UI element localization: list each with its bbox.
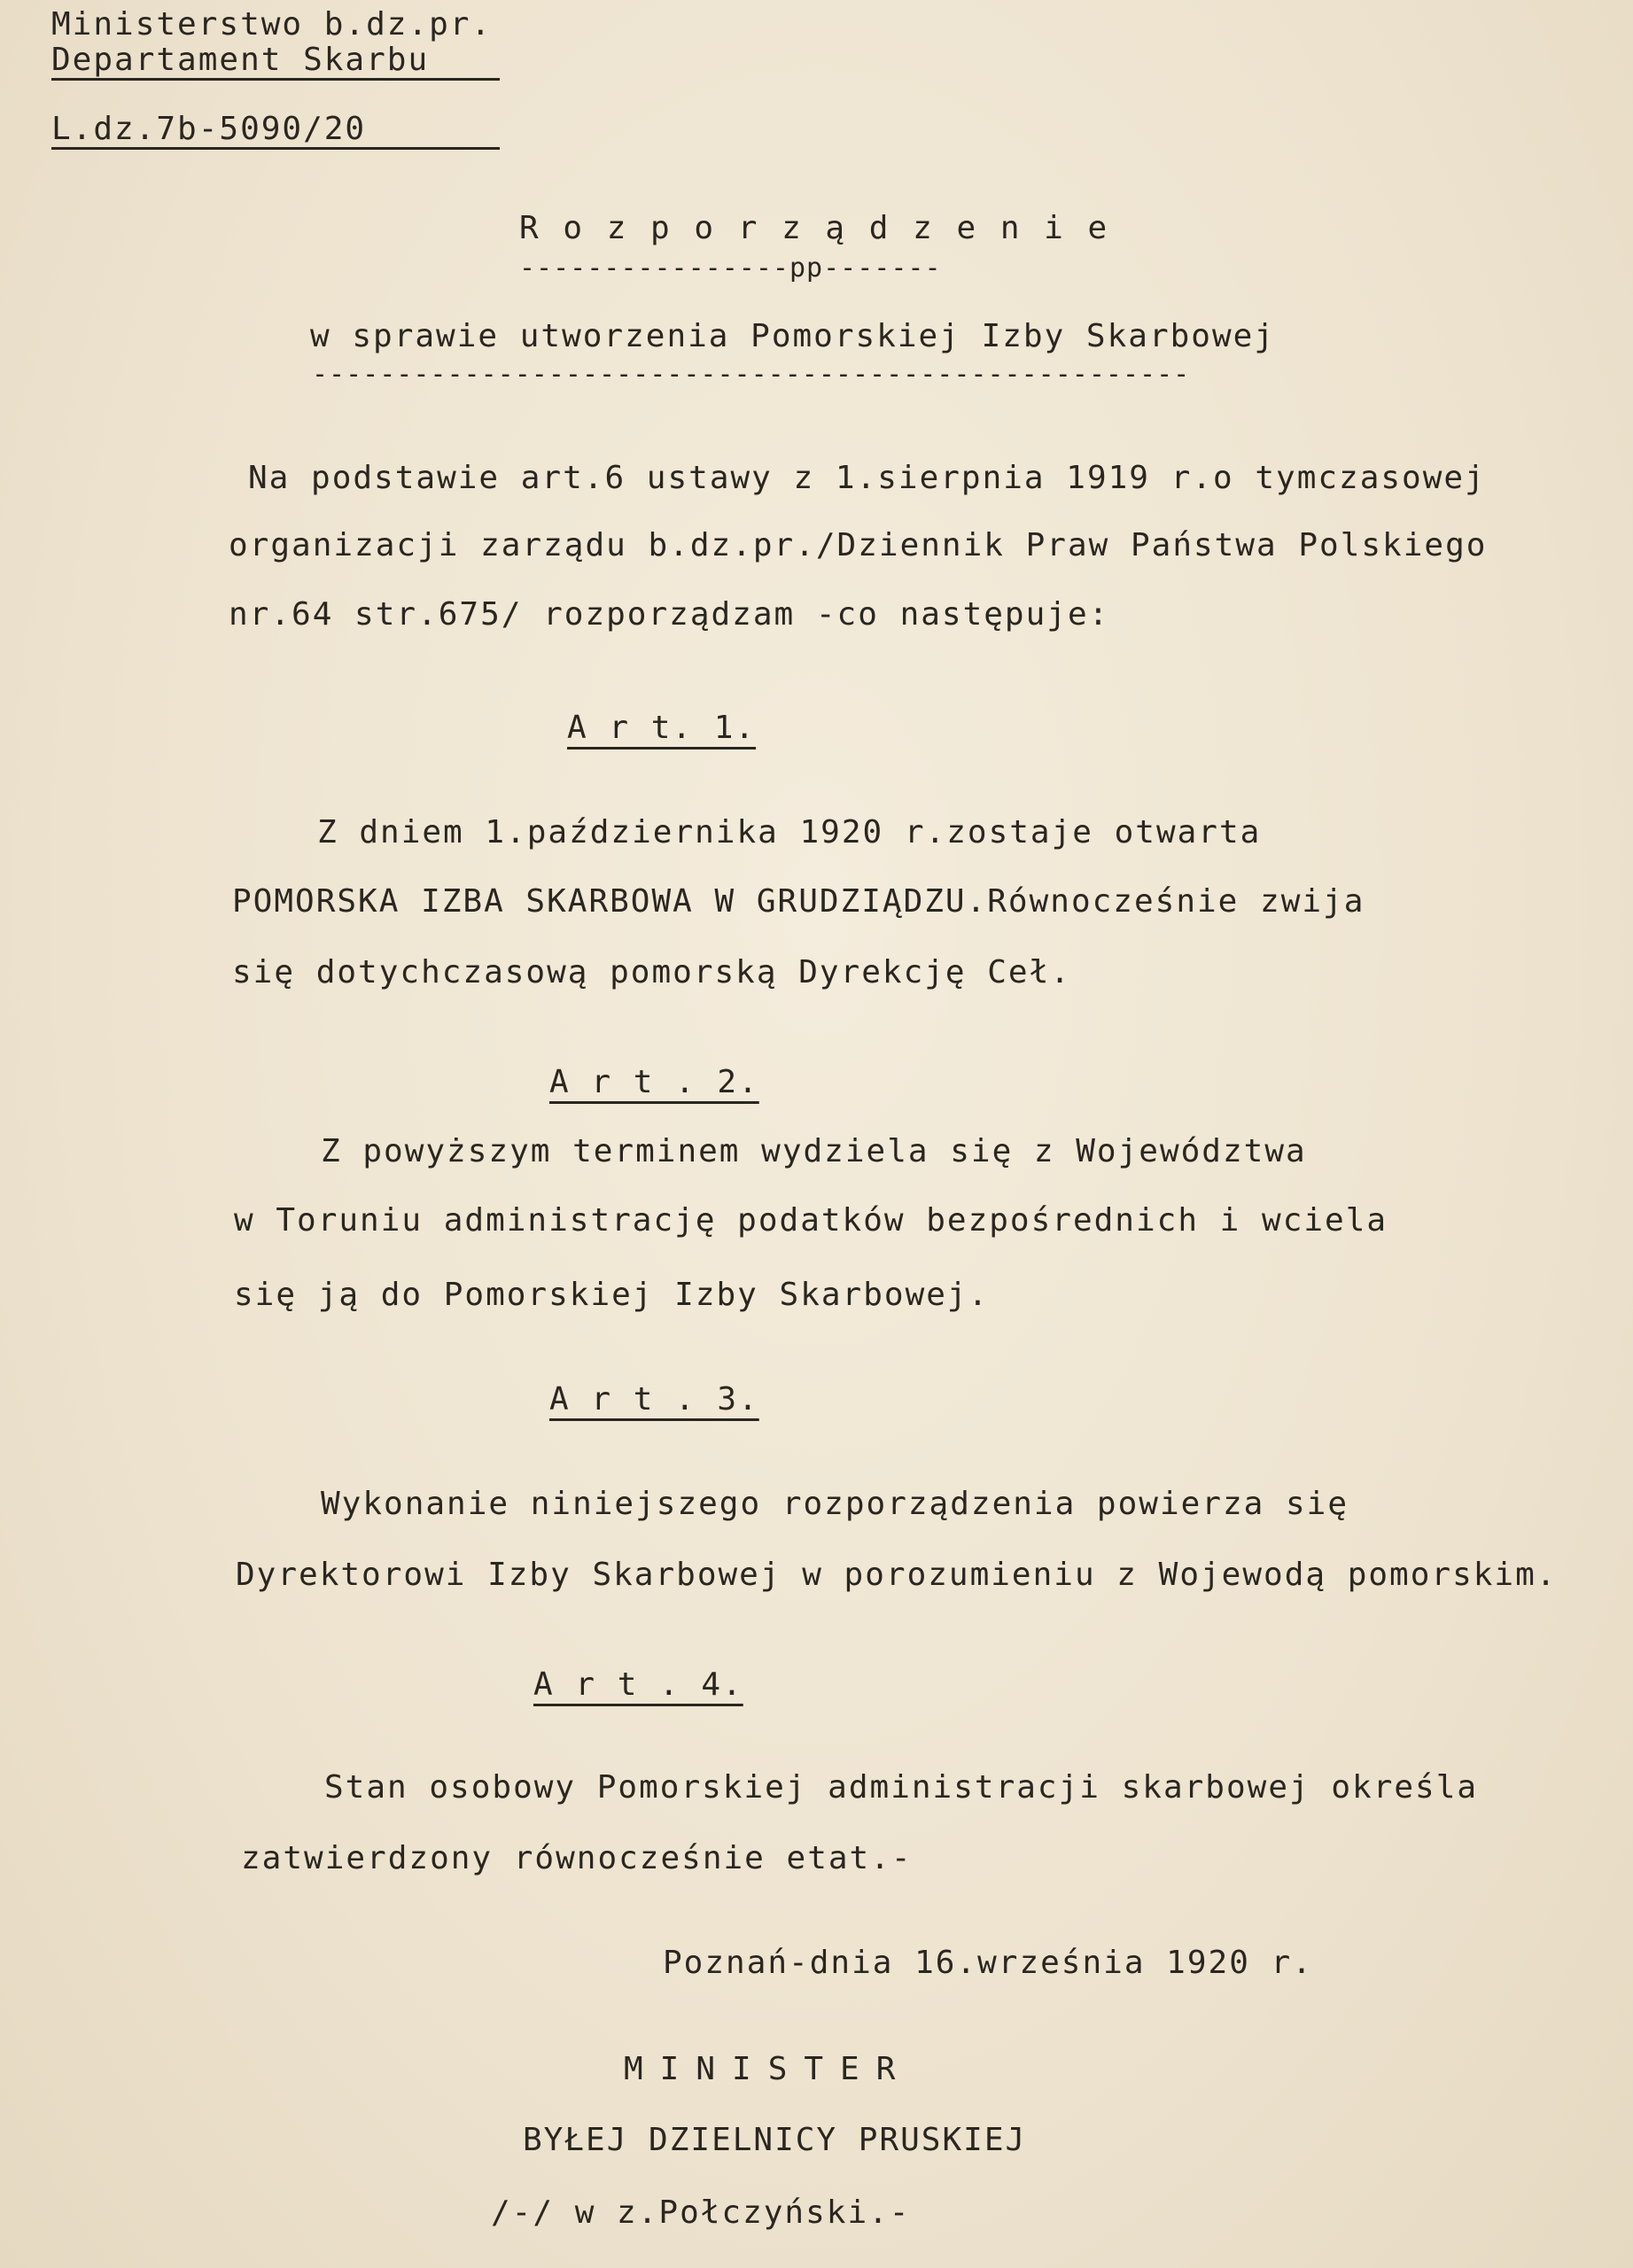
article-4-line: Stan osobowy Pomorskiej administracji skarbowej określa: [324, 1769, 1479, 1806]
preamble-line: organizacji zarządu b.dz.pr./Dziennik Praw Państwa Polskiego: [229, 527, 1488, 563]
date-line: Poznań-dnia 16.września 1920 r.: [663, 1945, 1313, 1981]
ministry-name: Ministerstwo b.dz.pr.: [51, 6, 493, 43]
article-1-line: się dotychczasową pomorską Dyrekcję Ceł.: [232, 954, 1071, 990]
article-3-line: Wykonanie niniejszego rozporządzenia powierza się: [321, 1486, 1349, 1522]
reference-number: L.dz.7b-5090/20: [51, 111, 367, 147]
article-3-heading: A r t . 3.: [549, 1381, 759, 1418]
article-4-heading: A r t . 4.: [533, 1666, 743, 1703]
article-2-line: Z powyższym terminem wydziela się z Województwa: [321, 1133, 1307, 1169]
signature-title: MINISTER: [624, 2051, 913, 2087]
article-2-heading: A r t . 2.: [549, 1064, 759, 1100]
signature-office: BYŁEJ DZIELNICY PRUSKIEJ: [523, 2122, 1027, 2158]
header-rule: [51, 78, 500, 81]
reference-rule: [51, 147, 500, 150]
department-name: Departament Skarbu: [51, 42, 430, 78]
article-2-line: się ją do Pomorskiej Izby Skarbowej.: [234, 1277, 990, 1313]
title-underline: ----------------pp-------: [519, 255, 942, 282]
preamble-line: Na podstawie art.6 ustawy z 1.sierpnia 1919 r.o tymczasowej: [248, 460, 1486, 496]
subject-underline: ----------------------------------------------------: [312, 361, 1191, 388]
article-3-line: Dyrektorowi Izby Skarbowej w porozumieniu z Wojewodą pomorskim.: [236, 1557, 1558, 1593]
article-1-heading: A r t. 1.: [567, 710, 757, 746]
document-subject: w sprawie utworzenia Pomorskiej Izby Skarbowej: [310, 318, 1275, 354]
signature-name: /-/ w z.Połczyński.-: [491, 2194, 911, 2231]
article-2-line: w Toruniu administrację podatków bezpośrednich i wciela: [234, 1202, 1388, 1239]
preamble-line: nr.64 str.675/ rozporządzam -co następuje:: [229, 596, 1110, 633]
article-1-line: Z dniem 1.października 1920 r.zostaje otwarta: [317, 814, 1262, 850]
article-1-line: POMORSKA IZBA SKARBOWA W GRUDZIĄDZU.Równocześnie zwija: [232, 883, 1365, 920]
document-title: R o z p o r z ą d z e n i e: [519, 210, 1110, 246]
article-4-line: zatwierdzony równocześnie etat.-: [241, 1840, 913, 1876]
